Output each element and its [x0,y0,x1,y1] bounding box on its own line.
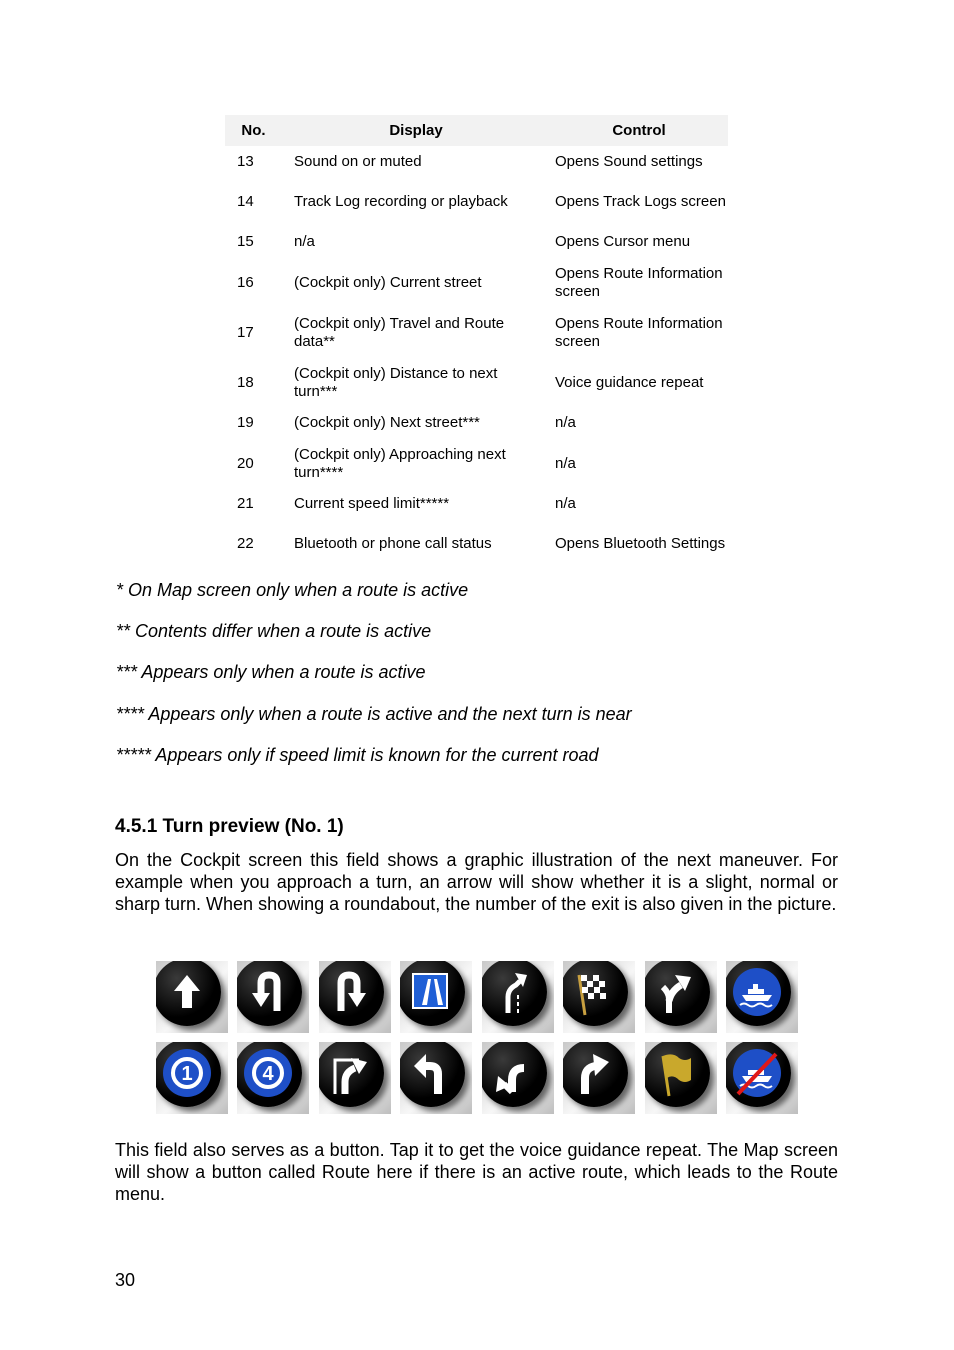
row-display: (Cockpit only) Distance to next turn*** [294,364,498,400]
row-number: 13 [237,152,254,170]
sharp-turn-left-icon [482,1042,554,1114]
table-row [225,146,728,177]
row-number: 17 [237,323,254,341]
row-display: (Cockpit only) Approaching next turn**** [294,445,506,481]
row-control: n/a [555,414,576,431]
sharp-turn-right-icon [319,1042,391,1114]
row-number: 16 [237,273,254,291]
highway-icon [400,961,472,1033]
header-control: Control [550,115,728,146]
row-control: Opens Bluetooth Settings [555,535,726,552]
row-number: 21 [237,495,254,512]
table-row [225,438,728,489]
row-number: 18 [237,373,254,391]
table-row [225,257,728,308]
roundabout-exit-1-icon [156,1042,228,1114]
row-display: Sound on or muted [294,152,422,170]
footnote-2: ** Contents differ when a route is active [116,621,432,641]
u-turn-left-icon [237,961,309,1033]
row-number: 22 [237,535,254,552]
table-row [225,408,728,438]
u-turn-right-icon [319,961,391,1033]
table-row [225,227,728,257]
row-number: 19 [237,414,254,431]
footnote-3: *** Appears only when a route is active [116,662,426,682]
roundabout-exit-4-icon [237,1042,309,1114]
row-control: Opens Route Information screen [555,264,723,300]
section-paragraph-1: On the Cockpit screen this field shows a graphic illustration of the next maneuver. For example when you approach a turn, an arrow will show whether it is a slight, normal or sharp turn. When showing a roundabout, the number of the exit is also given in the picture. [115,850,838,914]
roundabout-exit-1-label: 1 [181,1063,193,1085]
checkered-flag-icon [563,961,635,1033]
turn-right-icon [563,1042,635,1114]
roundabout-exit-4-label: 4 [262,1063,274,1085]
row-display: Track Log recording or playback [294,193,508,210]
turn-left-icon [400,1042,472,1114]
row-display: Current speed limit***** [294,495,450,512]
table-row [225,308,728,357]
table-row [225,177,728,227]
lane-change-icon [482,961,554,1033]
row-control: n/a [555,454,576,472]
yellow-flag-icon [645,1042,717,1114]
display-control-table [225,115,728,569]
no-ferry-icon [726,1042,798,1114]
row-number: 20 [237,454,254,472]
table-row [225,357,728,408]
ferry-icon [726,961,798,1033]
row-control: Opens Cursor menu [555,233,691,250]
row-control: Opens Track Logs screen [555,193,726,210]
row-control: n/a [555,495,576,512]
row-number: 15 [237,233,254,250]
row-control: Opens Sound settings [555,152,703,170]
row-display: Bluetooth or phone call status [294,535,492,552]
page-number: 30 [115,1270,136,1290]
table-row [225,489,728,519]
section-heading: 4.5.1 Turn preview (No. 1) [115,816,344,837]
row-control: Voice guidance repeat [555,373,704,391]
footnote-1: * On Map screen only when a route is active [116,580,469,600]
row-display: n/a [294,233,315,250]
straight-arrow-icon [156,961,228,1033]
row-display: (Cockpit only) Travel and Route data** [294,314,505,350]
table-row [225,519,728,569]
header-display: Display [282,115,550,146]
fork-right-icon [645,961,717,1033]
row-control: Opens Route Information screen [555,314,723,350]
footnote-4: **** Appears only when a route is active and the next turn is near [116,704,632,724]
row-display: (Cockpit only) Current street [294,273,482,291]
table-header-row [225,115,728,146]
footnote-5: ***** Appears only if speed limit is known for the current road [116,745,599,765]
row-number: 14 [237,193,254,210]
row-display: (Cockpit only) Next street*** [294,414,480,431]
section-paragraph-2: This field also serves as a button. Tap it to get the voice guidance repeat. The Map screen will show a button called Route here if there is an active route, which leads to the Route menu. [115,1140,838,1204]
header-no: No. [225,115,282,146]
